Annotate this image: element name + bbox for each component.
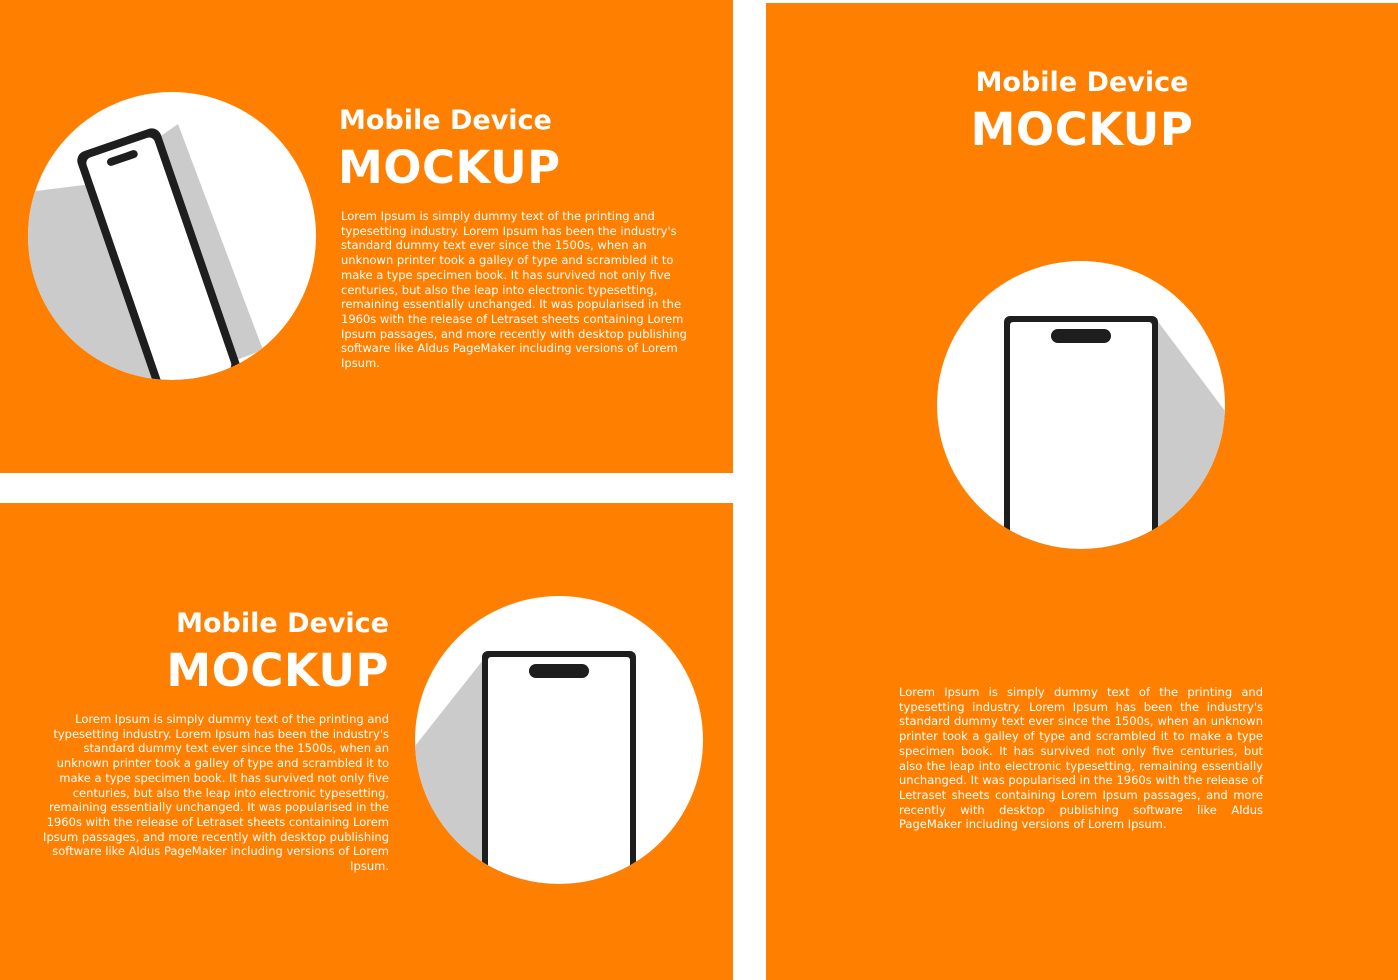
phone-icon [415,596,703,884]
mockup-card-landscape-bottom [0,503,733,980]
mockup-card-landscape-top [0,0,733,473]
phone-icon [937,261,1225,549]
card-subtitle: Mobile Device [975,67,1189,98]
card-title: MOCKUP [970,103,1194,156]
card-body-text: Lorem Ipsum is simply dummy text of the printing and typesetting industry. Lorem Ipsum has been the industry's standard dummy text ever since the 1500s, when an unknown printer took a galley of type and scrambled it to make a type specimen book. It has survived not only five centuries, but also the leap into electronic typesetting, remaining essentially unchanged. It was popularised in the 1960s with the release of Letraset sheets containing Lorem Ipsum passages, and more recently with desktop publishing software like Aldus PageMaker including versions of Lorem Ipsum. [43,712,389,874]
card-title: MOCKUP [166,644,389,697]
tilted-phone-icon [28,92,316,380]
card-title: MOCKUP [338,141,561,194]
card-body-text: Lorem Ipsum is simply dummy text of the printing and typesetting industry. Lorem Ipsum has been the industry's standard dummy text ever since the 1500s, when an unknown printer took a galley of type and scrambled it to make a type specimen book. It has survived not only five centuries, but also the leap into electronic typesetting, remaining essentially unchanged. It was popularised in the 1960s with the release of Letraset sheets containing Lorem Ipsum passages, and more recently with desktop publishing software like Aldus PageMaker including versions of Lorem Ipsum. [341,209,687,371]
phone-illustration-circle [937,261,1225,549]
card-subtitle: Mobile Device [339,105,552,136]
mockup-card-portrait [766,3,1398,980]
card-body-text: Lorem Ipsum is simply dummy text of the printing and typesetting industry. Lorem Ipsum has been the industry's standard dummy text ever since the 1500s, when an unknown printer took a galley of type and scrambled it to make a type specimen book. It has survived not only five centuries, but also the leap into electronic typesetting, remaining essentially unchanged. It was popularised in the 1960s with the release of Letraset sheets containing Lorem Ipsum passages, and more recently with desktop publishing software like Aldus PageMaker including versions of Lorem Ipsum. [899,685,1263,832]
phone-illustration-circle [415,596,703,884]
phone-illustration-circle [28,92,316,380]
card-subtitle: Mobile Device [176,608,389,639]
